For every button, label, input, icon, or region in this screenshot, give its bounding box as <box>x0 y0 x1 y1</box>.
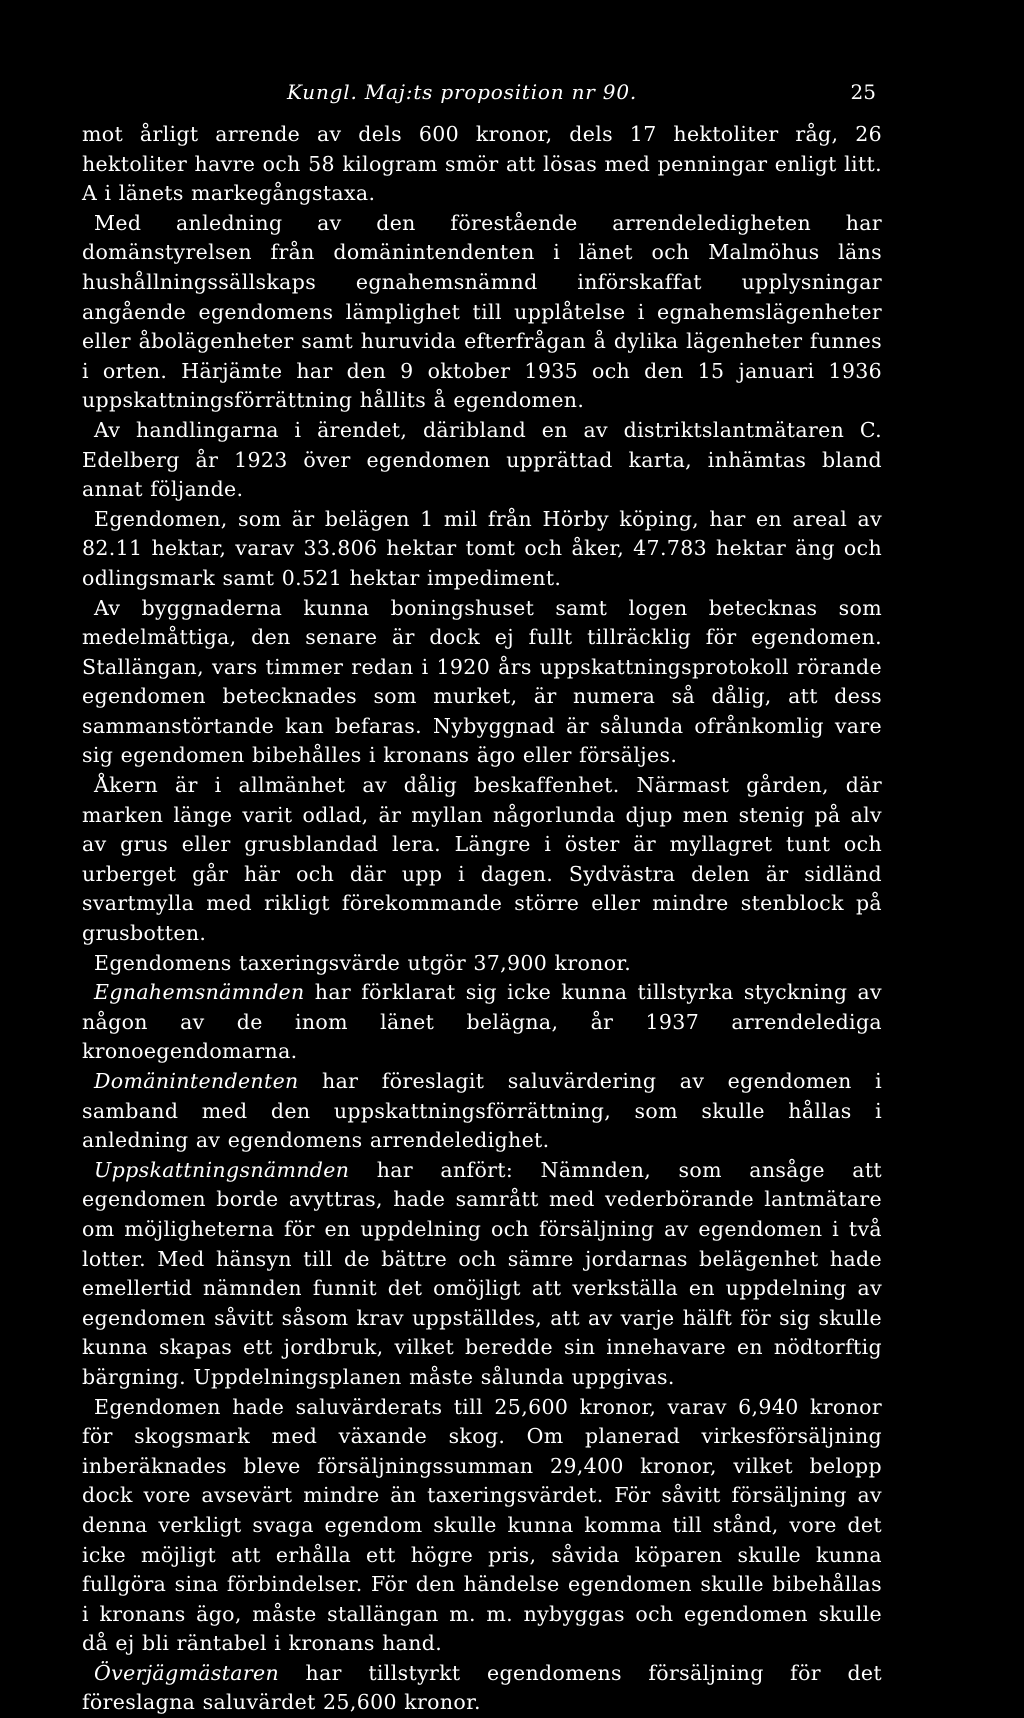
paragraph-text: har anfört: Nämnden, som ansåge att egendomen borde avyttras, hade samrått med vederbörande lantmätare om möjligheterna för en uppdelning och försäljning av egendomen i två lotter. Med hänsyn till de bättre och sämre jordarnas belägenhet hade emellertid nämnden funnit det omöjligt att verkställa en uppdelning av egendomen såvitt såsom krav uppställdes, att av varje hälft för sig skulle kunna skapas ett jordbruk, vilket beredde sin innehavare en nödtorftig bärgning. Uppdelningsplanen måste sålunda uppgivas. <box>82 1157 882 1389</box>
paragraph-lead: Egnahemsnämnden <box>94 980 305 1005</box>
paragraph <box>82 120 882 209</box>
paragraph-text: Egendomen hade saluvärderats till 25,600 kronor, varav 6,940 kronor för skogsmark med växande skog. Om planerad virkesförsäljning inberäknades bleve försäljningssumman 29,400 kronor, vilket belopp dock vore avsevärt mindre än taxeringsvärdet. För såvitt försäljning av denna verkligt svaga egendom skulle kunna komma till stånd, vore det icke möjligt att erhålla ett högre pris, såvida köparen skulle kunna fullgöra sina förbindelser. För den händelse egendomen skulle bibehållas i kronans ägo, måste stallängan m. m. nybyggas och egendomen skulle då ej bli räntabel i kronans hand. <box>82 1394 882 1656</box>
paragraph <box>82 1659 882 1718</box>
paragraph-lead: Domänintendenten <box>94 1069 299 1093</box>
page-number: 25 <box>850 80 876 104</box>
paragraph <box>82 1156 882 1393</box>
paragraph-text: har förklarat sig icke kunna tillstyrka styckning av någon av de inom länet belägna, år 1937 arrendelediga kronoegendomarna. <box>82 980 882 1064</box>
body-text <box>82 120 882 1718</box>
paragraph-text: Med anledning av den förestående arrendeledigheten har domänstyrelsen från domänintendenten i länet och Malmöhus läns hushållningssällskaps egnahemsnämnd införskaffat upplysningar angående egendomens lämplighet till upplåtelse i egnahemslägenheter eller åbolägenheter samt huruvida efterfrågan å dylika lägenheter funnes i orten. Härjämte har den 9 oktober 1935 och den 15 januari 1936 uppskattningsförrättning hållits å egendomen. <box>82 210 882 413</box>
paragraph <box>82 594 882 772</box>
paragraph <box>82 949 882 979</box>
paragraph <box>82 1393 882 1659</box>
running-title: Kungl. Maj:ts proposition nr 90. <box>287 80 638 104</box>
paragraph-text: Av byggnaderna kunna boningshuset samt logen betecknas som medelmåttiga, den senare är dock ej fullt tillräcklig för egendomen. Stallängan, vars timmer redan i 1920 års uppskattningsprotokoll rörande egendomen betecknades som murket, är numera så dålig, att dess sammanstörtande kan befaras. Nybyggnad är sålunda ofrånkomlig vare sig egendomen bibehålles i kronans ägo eller försäljes. <box>82 595 882 768</box>
paragraph-text: Egendomen, som är belägen 1 mil från Hörby köping, har en areal av 82.11 hektar, varav 33.806 hektar tomt och åker, 47.783 hektar äng och odlingsmark samt 0.521 hektar impediment. <box>82 506 882 590</box>
paragraph <box>82 978 882 1067</box>
paragraph-lead: Överjägmästaren <box>94 1660 280 1685</box>
paragraph-text: har föreslagit saluvärdering av egendomen i samband med den uppskattningsförrättning, som skulle hållas i anledning av egendomens arrendeledighet. <box>82 1069 882 1153</box>
paragraph-text: Åkern är i allmänhet av dålig beskaffenhet. Närmast gården, där marken länge varit odlad, är myllan någorlunda djup men stenig på alv av grus eller grusblandad lera. Längre i öster är myllagret tunt och urberget går här och där upp i dagen. Sydvästra delen är sidländ svartmylla med rikligt förekommande större eller mindre stenblock på grusbotten. <box>82 773 882 946</box>
paragraph-text: mot årligt arrende av dels 600 kronor, dels 17 hektoliter råg, 26 hektoliter havre och 58 kilogram smör att lösas med penningar enligt litt. A i länets markegångstaxa. <box>82 122 882 206</box>
paragraph <box>82 1067 882 1156</box>
paragraph <box>82 416 882 505</box>
paragraph-text: Egendomens taxeringsvärde utgör 37,900 kronor. <box>94 950 632 975</box>
paragraph-text: har tillstyrkt egendomens försäljning för det föreslagna saluvärdet 25,600 kronor. <box>82 1660 882 1715</box>
paragraph-lead: Uppskattningsnämnden <box>94 1157 350 1182</box>
page-header <box>82 80 882 110</box>
paragraph <box>82 771 882 949</box>
paragraph <box>82 209 882 416</box>
paragraph-text: Av handlingarna i ärendet, däribland en av distriktslantmätaren C. Edelberg år 1923 över egendomen upprättad karta, inhämtas bland annat följande. <box>82 417 882 502</box>
paragraph <box>82 505 882 594</box>
